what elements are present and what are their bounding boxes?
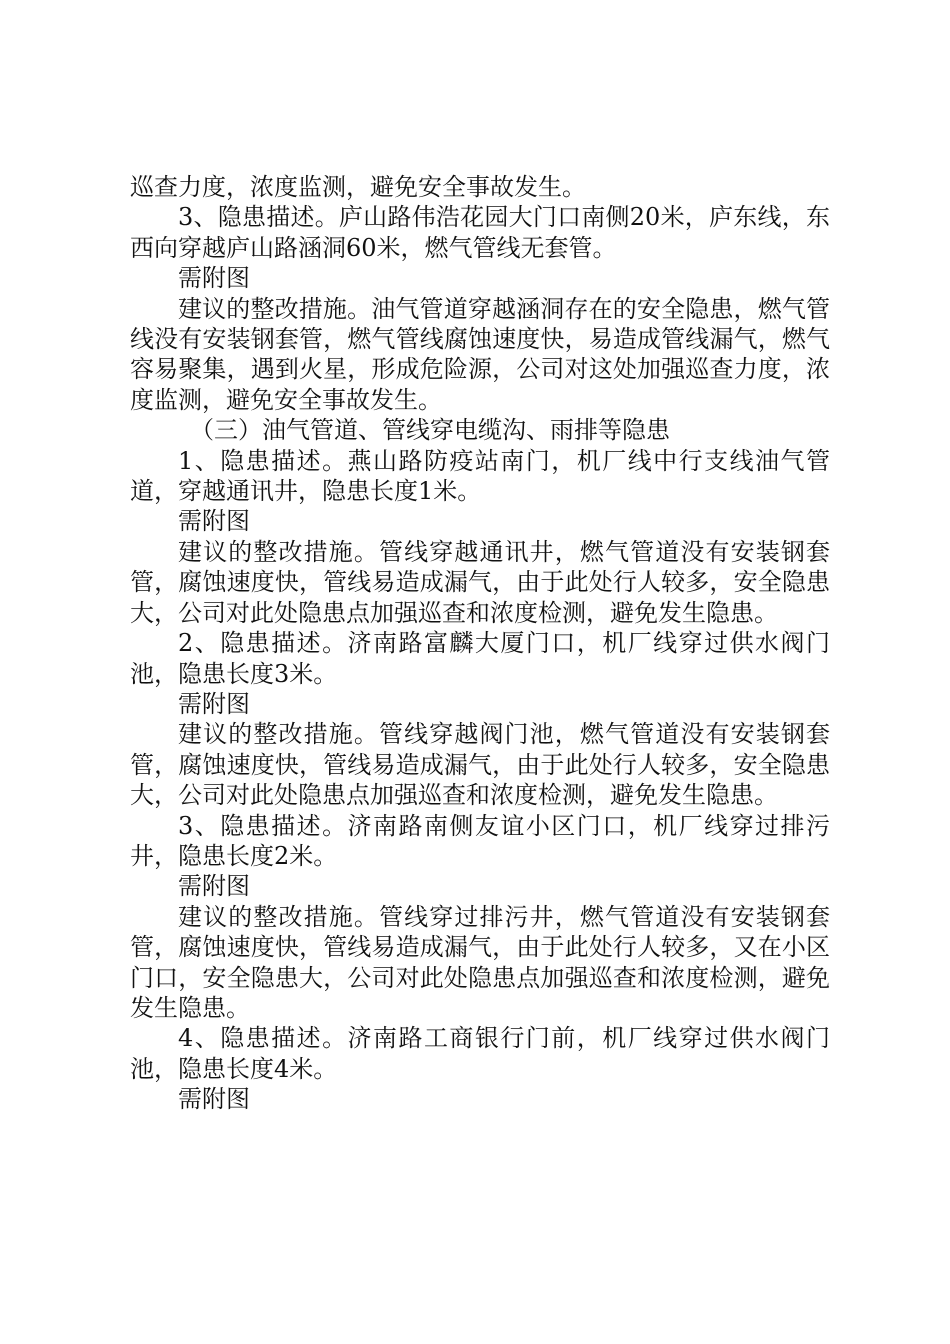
rectification-measure: 建议的整改措施。管线穿越通讯井，燃气管道没有安装钢套管，腐蚀速度快，管线易造成漏气，由于此处行人较多，安全隐患大，公司对此处隐患点加强巡查和浓度检测，避免发生隐患。 <box>130 537 830 627</box>
paragraph-continuation: 巡查力度，浓度监测，避免安全事故发生。 <box>130 173 586 201</box>
rectification-measure: 建议的整改措施。管线穿过排污井，燃气管道没有安装钢套管，腐蚀速度快，管线易造成漏气，由于此处行人较多，又在小区门口，安全隐患大，公司对此处隐患点加强巡查和浓度检测，避免发生隐患。 <box>130 902 830 1022</box>
hazard-description-3: 3、隐患描述。庐山路伟浩花园大门口南侧20米，庐东线，东西向穿越庐山路涵洞60米，燃气管线无套管。 <box>130 203 830 262</box>
attachment-note: 需附图 <box>178 507 250 536</box>
hazard-description-1: 1、隐患描述。燕山路防疫站南门，机厂线中行支线油气管道，穿越通讯井，隐患长度1米。 <box>130 446 830 506</box>
attachment-note: 需附图 <box>178 1085 250 1114</box>
hazard-description-4: 4、隐患描述。济南路工商银行门前，机厂线穿过供水阀门池，隐患长度4米。 <box>130 1024 830 1083</box>
section-heading-3: （三）油气管道、管线穿电缆沟、雨排等隐患 <box>190 416 670 445</box>
rectification-measure: 建议的整改措施。管线穿越阀门池，燃气管道没有安装钢套管，腐蚀速度快，管线易造成漏气，由于此处行人较多，安全隐患大，公司对此处隐患点加强巡查和浓度检测，避免发生隐患。 <box>130 720 830 810</box>
attachment-note: 需附图 <box>178 872 250 901</box>
document-body <box>130 172 830 1115</box>
attachment-note: 需附图 <box>178 264 250 293</box>
attachment-note: 需附图 <box>178 689 250 718</box>
rectification-measure: 建议的整改措施。油气管道穿越涵洞存在的安全隐患，燃气管线没有安装钢套管，燃气管线腐蚀速度快，易造成管线漏气，燃气容易聚集，遇到火星，形成危险源，公司对这处加强巡查力度，浓度监测，避免安全事故发生。 <box>130 294 830 414</box>
hazard-description-3b: 3、隐患描述。济南路南侧友谊小区门口，机厂线穿过排污井，隐患长度2米。 <box>130 811 830 870</box>
hazard-description-2: 2、隐患描述。济南路富麟大厦门口，机厂线穿过供水阀门池，隐患长度3米。 <box>130 629 830 688</box>
